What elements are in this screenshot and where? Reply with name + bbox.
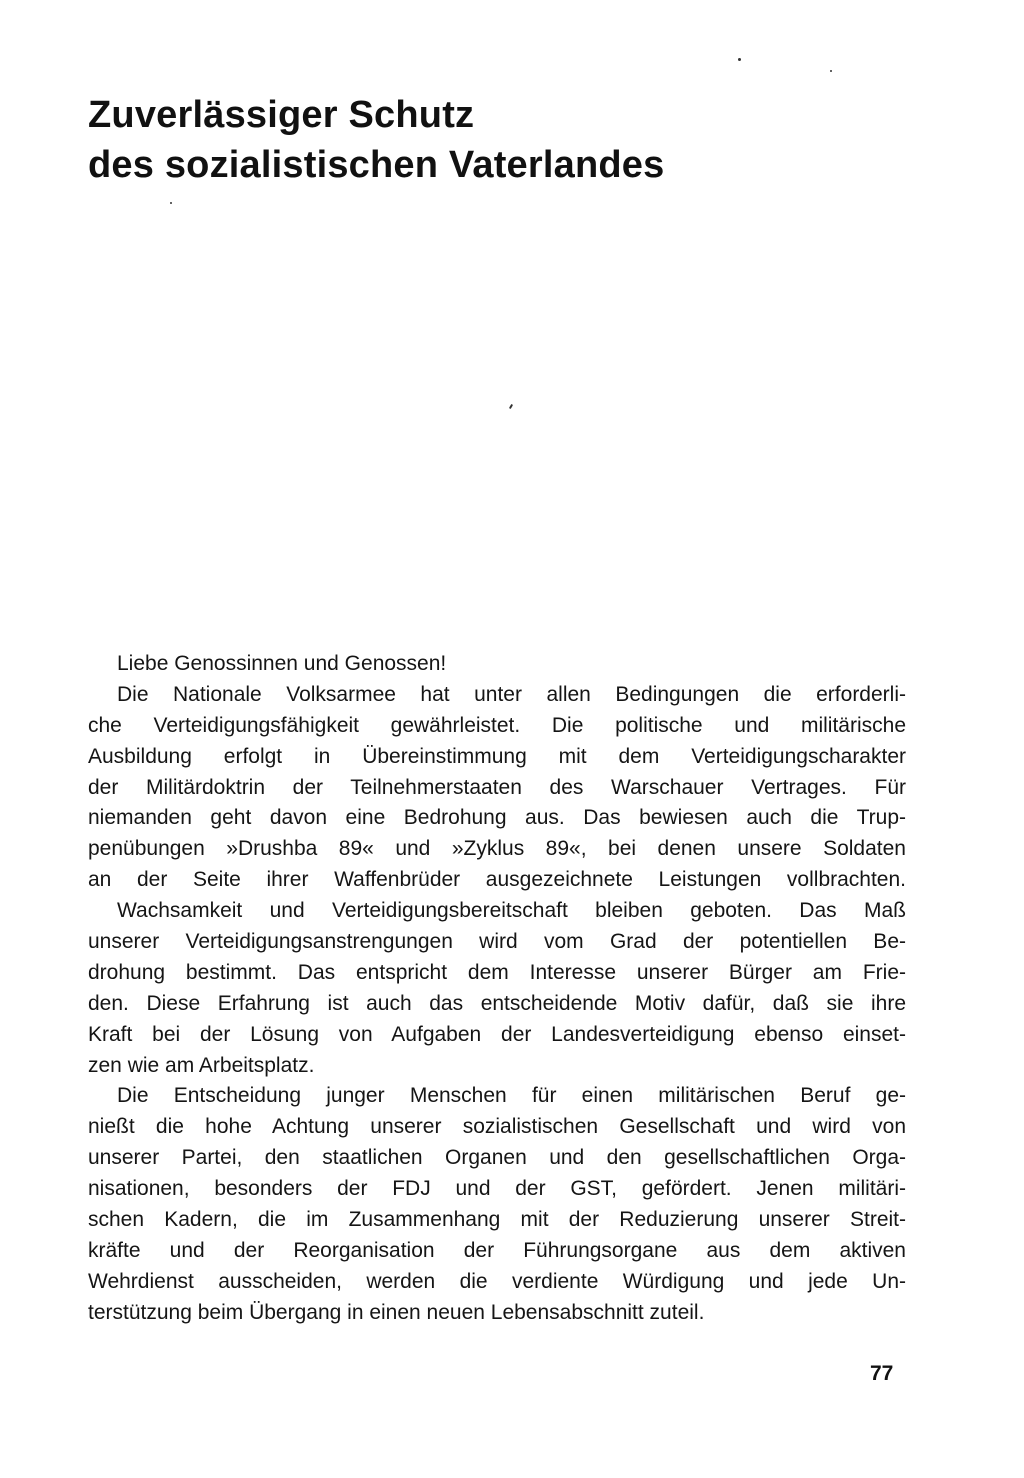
paragraph-line: drohung bestimmt. Das entspricht dem Interesse unserer Bürger am Frie-	[88, 960, 906, 984]
paragraph-line: Die Nationale Volksarmee hat unter allen Bedingungen die erforderli-	[117, 682, 906, 706]
scan-speck	[738, 58, 741, 61]
paragraph-line: Wachsamkeit und Verteidigungsbereitschaft bleiben geboten. Das Maß	[117, 899, 906, 923]
paragraph-line: nisationen, besonders der FDJ und der GST, gefördert. Jenen militäri-	[88, 1177, 906, 1201]
paragraph-line: niemanden geht davon eine Bedrohung aus. Das bewiesen auch die Trup-	[88, 806, 906, 830]
paragraph-line: zen wie am Arbeitsplatz.	[88, 1053, 315, 1077]
paragraph-line: an der Seite ihrer Waffenbrüder ausgezeichnete Leistungen vollbrachten.	[88, 868, 906, 892]
page-number: 77	[870, 1362, 894, 1385]
paragraph-line: Ausbildung erfolgt in Übereinstimmung mit dem Verteidigungscharakter	[88, 744, 906, 768]
salutation: Liebe Genossinnen und Genossen!	[117, 652, 447, 675]
title-line-2: des sozialistischen Vaterlandes	[88, 144, 665, 186]
body-text	[88, 649, 906, 1329]
paragraph-line: schen Kadern, die im Zusammenhang mit der Reduzierung unserer Streit-	[88, 1208, 906, 1232]
paragraph-line: penübungen »Drushba 89« und »Zyklus 89«, bei denen unsere Soldaten	[88, 837, 906, 861]
paragraph-line: unserer Verteidigungsanstrengungen wird vom Grad der potentiellen Be-	[88, 930, 906, 954]
paragraph-line: unserer Partei, den staatlichen Organen und den gesellschaftlichen Orga-	[88, 1146, 906, 1170]
scan-speck	[170, 202, 172, 204]
paragraph-line: Die Entscheidung junger Menschen für einen militärischen Beruf ge-	[117, 1084, 906, 1108]
paragraph-line: nießt die hohe Achtung unserer sozialistischen Gesellschaft und wird von	[88, 1115, 906, 1139]
page-title	[88, 90, 908, 190]
scan-speck	[509, 404, 513, 409]
scan-speck	[830, 70, 832, 72]
title-line-1: Zuverlässiger Schutz	[88, 94, 475, 136]
paragraph-line: kräfte und der Reorganisation der Führungsorgane aus dem aktiven	[88, 1238, 906, 1262]
paragraph-line: che Verteidigungsfähigkeit gewährleistet. Die politische und militärische	[88, 713, 906, 737]
paragraph-line: terstützung beim Übergang in einen neuen Lebensabschnitt zuteil.	[88, 1300, 705, 1324]
paragraph-line: Kraft bei der Lösung von Aufgaben der Landesverteidigung ebenso einset-	[88, 1022, 906, 1046]
paragraph-line: der Militärdoktrin der Teilnehmerstaaten des Warschauer Vertrages. Für	[88, 775, 906, 799]
paragraph-line: den. Diese Erfahrung ist auch das entscheidende Motiv dafür, daß sie ihre	[88, 991, 906, 1015]
paragraph-line: Wehrdienst ausscheiden, werden die verdiente Würdigung und jede Un-	[88, 1269, 906, 1293]
